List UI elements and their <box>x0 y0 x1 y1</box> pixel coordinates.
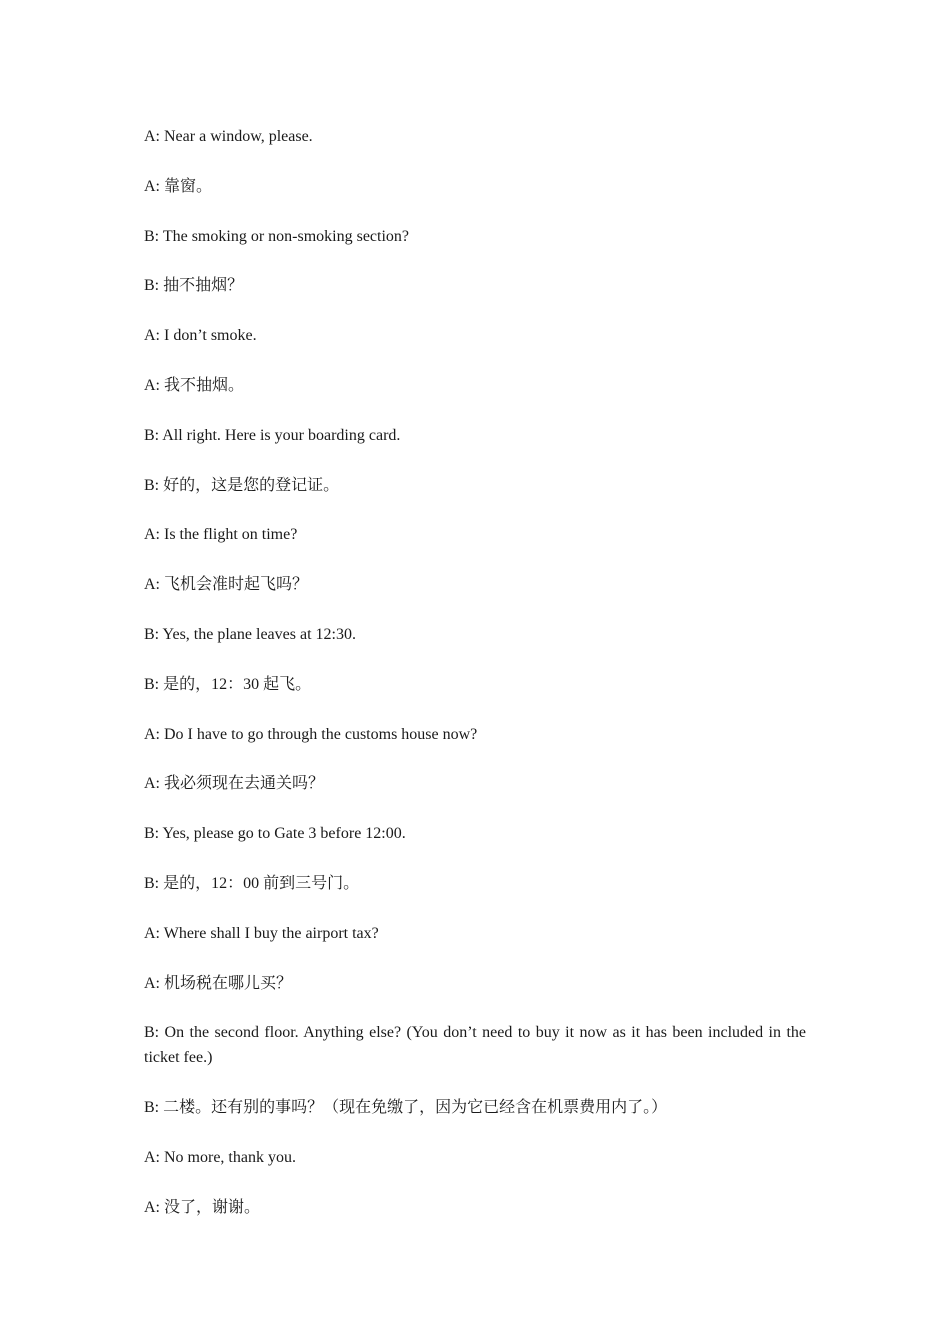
dialogue-line: A: 没了，谢谢。 <box>144 1198 261 1216</box>
dialogue-line: B: The smoking or non-smoking section? <box>144 227 410 245</box>
dialogue-line: B: 抽不抽烟？ <box>144 277 244 295</box>
dialogue-line: B: All right. Here is your boarding card. <box>144 426 401 444</box>
dialogue-line: B: 是的，12：00 前到三号门。 <box>144 874 360 892</box>
dialogue-line: B: On the second floor. Anything else? (You don’t need to buy it now as it has been included in the ticket fee.) <box>144 1024 806 1067</box>
dialogue-line: A: 靠窗。 <box>144 177 213 195</box>
dialogue-line: A: No more, thank you. <box>144 1148 296 1166</box>
dialogue-line: A: 我不抽烟。 <box>144 376 245 394</box>
dialogue-line: A: Is the flight on time? <box>144 526 298 544</box>
dialogue-line: A: Do I have to go through the customs house now? <box>144 725 478 743</box>
dialogue-line: B: 二楼。还有别的事吗？（现在免缴了，因为它已经含在机票费用内了。） <box>144 1099 668 1117</box>
document-page <box>144 124 806 1245</box>
dialogue-line: A: 飞机会准时起飞吗？ <box>144 576 309 594</box>
dialogue-line: B: Yes, the plane leaves at 12:30. <box>144 625 356 643</box>
dialogue-line: A: I don’t smoke. <box>144 327 257 345</box>
dialogue-line: A: Near a window, please. <box>144 128 313 145</box>
dialogue-line: B: 好的，这是您的登记证。 <box>144 476 340 494</box>
dialogue-line: B: Yes, please go to Gate 3 before 12:00. <box>144 825 406 843</box>
dialogue-line: A: Where shall I buy the airport tax? <box>144 924 379 942</box>
dialogue-line: A: 我必须现在去通关吗？ <box>144 775 325 793</box>
dialogue-line: B: 是的，12：30 起飞。 <box>144 675 312 693</box>
dialogue-line: A: 机场税在哪儿买？ <box>144 974 293 992</box>
